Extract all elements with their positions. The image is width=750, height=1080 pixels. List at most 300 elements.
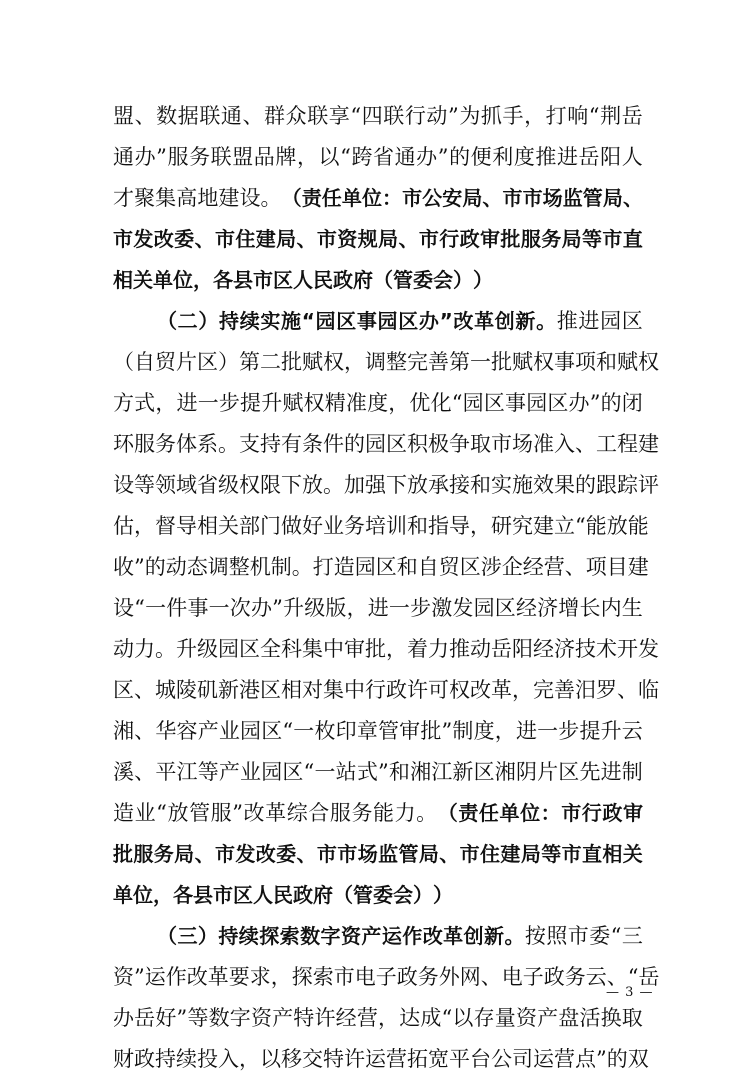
text-glyph: 、 [242, 104, 264, 128]
text-glyph: 阳 [512, 637, 533, 661]
text-glyph: 改 [153, 227, 174, 251]
text-glyph: 产 [272, 1006, 294, 1030]
text-glyph: 群 [264, 104, 286, 128]
text-glyph: 照 [546, 924, 568, 948]
text-glyph: 改 [186, 965, 208, 989]
text-glyph: 有 [281, 432, 302, 456]
text-glyph: 导 [176, 514, 197, 538]
text-glyph: 究 [512, 514, 533, 538]
text-glyph: 字 [229, 1006, 251, 1030]
text-glyph: 以 [260, 1047, 281, 1071]
text-glyph: 交 [302, 1047, 323, 1071]
text-glyph: ： [382, 186, 403, 210]
text-glyph: 革 [265, 801, 287, 825]
text-glyph: 打 [312, 555, 334, 579]
text-glyph: 改 [453, 309, 474, 333]
text-glyph: 区 [336, 309, 357, 333]
text-glyph: 盟 [113, 104, 134, 128]
text-line [113, 260, 643, 301]
text-glyph: 管 [353, 883, 373, 907]
text-glyph: 联 [199, 104, 221, 128]
text-glyph: 区 [386, 432, 407, 456]
text-glyph: 门 [260, 514, 281, 538]
text-glyph: 对 [302, 678, 323, 702]
text-glyph: 完 [533, 678, 554, 702]
text-glyph: ” [156, 145, 167, 169]
text-glyph: 动 [113, 637, 134, 661]
text-glyph: 临 [638, 678, 659, 702]
text-glyph: 联 [307, 104, 329, 128]
text-glyph: 推 [449, 637, 470, 661]
text-line [113, 96, 643, 137]
text-glyph: 责 [458, 801, 479, 825]
text-glyph: 华 [155, 719, 177, 743]
text-glyph: 事 [505, 391, 527, 415]
text-glyph: 持 [260, 432, 281, 456]
text-glyph: 一 [388, 596, 410, 620]
text-glyph: “ [282, 719, 294, 743]
text-glyph: 江 [431, 760, 453, 784]
text-glyph: 区 [483, 391, 505, 415]
text-glyph: 、 [134, 678, 155, 702]
text-glyph: 运 [144, 965, 166, 989]
text-glyph: 台 [470, 1047, 491, 1071]
text-glyph: 一 [197, 391, 219, 415]
text-glyph: 通 [394, 145, 416, 169]
text-glyph: 权 [239, 473, 260, 497]
text-glyph: 相 [113, 268, 133, 292]
text-glyph: 规 [357, 227, 378, 251]
text-glyph: 溪 [113, 760, 134, 784]
text-glyph: 取 [470, 432, 491, 456]
text-glyph: ） [218, 350, 239, 374]
text-glyph: 激 [431, 596, 453, 620]
text-glyph: 城 [155, 678, 176, 702]
text-glyph: 市 [418, 227, 439, 251]
text-glyph: 公 [491, 1047, 512, 1071]
text-glyph: 条 [302, 432, 323, 456]
text-glyph: 事 [554, 350, 575, 374]
text-glyph: 探 [259, 924, 280, 948]
text-glyph: ” [272, 596, 283, 620]
text-glyph: 准 [345, 391, 367, 415]
text-glyph: 公 [422, 186, 443, 210]
text-glyph: 。 [291, 555, 313, 579]
text-glyph: 步 [558, 719, 580, 743]
text-glyph: 众 [285, 104, 307, 128]
text-glyph: 优 [409, 391, 431, 415]
text-glyph: 场 [357, 842, 378, 866]
text-glyph: 子 [522, 965, 544, 989]
text-glyph: 资 [250, 1006, 272, 1030]
text-glyph: 集 [323, 678, 344, 702]
text-glyph: 、 [296, 227, 317, 251]
text-glyph: 达 [399, 1006, 421, 1030]
text-glyph: 容 [176, 719, 198, 743]
text-glyph: 的 [449, 145, 471, 169]
text-glyph: 度 [473, 719, 495, 743]
text-glyph: 续 [239, 309, 260, 333]
text-glyph: 单 [153, 268, 173, 292]
text-glyph: 化 [430, 391, 452, 415]
text-glyph: 务 [417, 965, 439, 989]
text-glyph: 政 [134, 1047, 155, 1071]
text-glyph: 市 [316, 842, 337, 866]
text-glyph: 行 [581, 801, 602, 825]
text-glyph: 批 [113, 842, 133, 866]
text-glyph: 赋 [282, 391, 304, 415]
text-glyph: 审 [622, 801, 643, 825]
text-glyph: 第 [449, 350, 470, 374]
text-glyph: 、 [622, 186, 643, 210]
text-glyph: 等 [187, 1006, 209, 1030]
text-glyph: 审 [480, 227, 501, 251]
text-line [113, 1039, 649, 1080]
text-glyph: 能 [627, 514, 649, 538]
text-glyph: 版 [325, 596, 347, 620]
text-glyph: 、 [439, 842, 460, 866]
text-glyph: ” [448, 104, 459, 128]
text-glyph: 系 [197, 432, 218, 456]
text-glyph: 企 [501, 555, 523, 579]
text-glyph: 、 [617, 678, 638, 702]
text-glyph: 科 [281, 637, 302, 661]
text-glyph: 下 [281, 473, 302, 497]
text-glyph: 区 [113, 678, 134, 702]
text-glyph: 果 [554, 473, 575, 497]
text-glyph: 整 [228, 555, 250, 579]
text-glyph: 园 [365, 432, 386, 456]
text-glyph: 、 [134, 760, 156, 784]
body-text [113, 96, 660, 1080]
text-glyph: 务 [189, 145, 211, 169]
text-line [113, 506, 649, 547]
text-glyph: 赋 [617, 350, 638, 374]
text-glyph: 施 [512, 473, 533, 497]
text-glyph: ” [441, 719, 453, 743]
text-glyph: 移 [281, 1047, 302, 1071]
text-glyph: 二 [260, 350, 281, 374]
text-glyph: 园 [315, 309, 336, 333]
text-glyph: 换 [600, 1006, 622, 1030]
text-glyph: 批 [420, 719, 442, 743]
text-glyph: 单 [113, 883, 133, 907]
text-line [113, 465, 659, 506]
text-glyph: 。 [260, 186, 282, 210]
text-glyph: ） [197, 924, 218, 948]
text-glyph: 培 [365, 514, 386, 538]
text-glyph: ） [453, 268, 473, 292]
text-glyph: 作 [165, 965, 187, 989]
text-glyph: 批 [365, 637, 386, 661]
text-glyph: 区 [621, 309, 643, 333]
text-glyph: 索 [279, 924, 300, 948]
text-glyph: 批 [491, 350, 512, 374]
text-glyph: 湘 [410, 760, 432, 784]
text-glyph: 二 [177, 309, 198, 333]
text-glyph: 等 [541, 842, 562, 866]
text-glyph: 区 [473, 760, 495, 784]
text-glyph: 好 [302, 514, 323, 538]
text-glyph: 革 [491, 678, 512, 702]
text-glyph: 一 [537, 719, 559, 743]
text-line [113, 588, 643, 629]
text-glyph: 营 [554, 1047, 575, 1071]
text-glyph: 建 [218, 186, 240, 210]
text-glyph: 以 [452, 1006, 474, 1030]
text-glyph: 调 [365, 350, 386, 374]
text-glyph: （ [157, 924, 177, 948]
text-glyph: 委 [413, 268, 433, 292]
text-glyph: 住 [235, 227, 256, 251]
text-glyph: 场 [512, 432, 533, 456]
text-glyph: 。 [536, 309, 557, 333]
text-glyph: 务 [344, 514, 365, 538]
text-glyph: 一 [314, 760, 336, 784]
text-glyph: 数 [300, 924, 321, 948]
text-glyph: 新 [484, 924, 504, 948]
text-glyph: 权 [638, 350, 659, 374]
text-glyph: 立 [554, 514, 575, 538]
text-glyph: 进 [176, 391, 198, 415]
text-glyph: ” [596, 1047, 607, 1071]
text-glyph: 办 [250, 596, 272, 620]
text-glyph: 、 [134, 719, 156, 743]
text-glyph: 的 [344, 432, 365, 456]
text-glyph: 市 [214, 842, 235, 866]
text-glyph: 行 [439, 227, 460, 251]
text-glyph: 务 [155, 432, 176, 456]
text-glyph: 阴 [515, 760, 537, 784]
text-glyph: 投 [197, 1047, 218, 1071]
text-glyph: 会 [433, 268, 453, 292]
text-glyph: 审 [344, 637, 365, 661]
text-glyph: 态 [186, 555, 208, 579]
text-glyph: 接 [449, 473, 470, 497]
text-glyph: 好 [155, 1006, 177, 1030]
text-glyph: 制 [452, 719, 474, 743]
text-glyph: 济 [554, 637, 575, 661]
text-glyph: 营 [356, 1006, 378, 1030]
text-glyph: 训 [386, 514, 407, 538]
text-glyph: 善 [428, 350, 449, 374]
text-glyph: 、 [575, 432, 596, 456]
text-glyph: 联 [210, 145, 232, 169]
text-glyph: 市 [459, 842, 480, 866]
text-glyph: 住 [480, 842, 501, 866]
text-glyph: 发 [638, 637, 659, 661]
text-glyph: 相 [602, 842, 623, 866]
text-glyph: 制 [621, 760, 643, 784]
text-glyph: 加 [344, 473, 365, 497]
text-glyph: 进 [556, 145, 578, 169]
text-glyph: 办 [113, 1006, 134, 1030]
text-glyph: 争 [449, 432, 470, 456]
text-line [113, 670, 659, 711]
text-glyph: 。 [323, 473, 344, 497]
text-glyph: 市 [402, 186, 423, 210]
text-glyph: 区 [273, 268, 293, 292]
text-glyph: 才 [113, 186, 134, 210]
text-glyph: 集 [155, 186, 177, 210]
text-glyph: 章 [356, 719, 378, 743]
text-glyph: “ [301, 309, 315, 333]
text-glyph: 发 [235, 842, 256, 866]
text-glyph: 政 [459, 227, 480, 251]
text-glyph: 园 [354, 555, 376, 579]
text-glyph: 片 [537, 760, 559, 784]
text-glyph: 位 [361, 186, 382, 210]
text-glyph: 位 [133, 883, 153, 907]
text-glyph: 人 [253, 883, 273, 907]
text-glyph: 责 [301, 186, 322, 210]
text-line [113, 342, 659, 383]
text-glyph: 市 [491, 432, 512, 456]
text-glyph: ， [155, 391, 177, 415]
text-glyph: 三 [177, 924, 198, 948]
text-glyph: 各 [173, 883, 193, 907]
text-glyph: 改 [243, 801, 265, 825]
text-glyph: ） [413, 883, 433, 907]
text-glyph: 建 [255, 227, 276, 251]
text-glyph: 造 [113, 801, 134, 825]
text-glyph: 步 [218, 391, 240, 415]
text-glyph: 区 [261, 719, 283, 743]
text-glyph: “ [627, 965, 639, 989]
text-glyph: 岳 [638, 965, 660, 989]
text-glyph: 程 [617, 432, 638, 456]
text-glyph: 区 [197, 350, 218, 374]
text-glyph: ， [470, 514, 491, 538]
text-glyph: ， [386, 637, 407, 661]
text-glyph: 政 [333, 268, 353, 292]
text-glyph: 外 [438, 965, 460, 989]
text-glyph: 市 [113, 227, 133, 251]
text-glyph: 下 [386, 473, 407, 497]
text-glyph: ， [524, 104, 546, 128]
text-glyph: 市 [214, 227, 235, 251]
text-glyph: 市 [567, 924, 589, 948]
text-glyph: 府 [353, 268, 373, 292]
text-glyph: 贸 [155, 350, 176, 374]
text-glyph: 局 [520, 842, 541, 866]
text-glyph: 自 [417, 555, 439, 579]
text-glyph: 研 [491, 514, 512, 538]
text-glyph: 式 [356, 760, 378, 784]
text-glyph: 指 [428, 514, 449, 538]
text-glyph: 项 [575, 350, 596, 374]
text-glyph: 步 [410, 596, 432, 620]
text-glyph: 岳 [578, 145, 600, 169]
text-glyph: 位 [173, 268, 193, 292]
text-glyph: 新 [515, 309, 536, 333]
text-glyph: 营 [386, 1047, 407, 1071]
text-glyph: 办 [134, 145, 156, 169]
text-glyph: 精 [324, 391, 346, 415]
text-glyph: 续 [176, 1047, 197, 1071]
text-glyph: 服 [329, 801, 351, 825]
text-glyph: 推 [535, 145, 557, 169]
text-glyph: 运 [365, 1047, 386, 1071]
text-glyph: 发 [133, 227, 154, 251]
text-glyph: 放 [606, 514, 628, 538]
text-glyph: 市 [316, 227, 337, 251]
text-glyph: ， [512, 678, 533, 702]
text-line [113, 957, 660, 998]
text-glyph: “ [134, 596, 145, 620]
text-line [113, 383, 643, 424]
text-glyph: 建 [627, 555, 649, 579]
text-glyph: 积 [407, 432, 428, 456]
text-glyph: 提 [240, 391, 262, 415]
text-glyph: （ [113, 350, 134, 374]
text-glyph: 委 [174, 227, 195, 251]
text-glyph: 新 [218, 678, 239, 702]
text-glyph: 等 [197, 760, 219, 784]
text-glyph: 估 [113, 514, 134, 538]
text-glyph: 聚 [134, 186, 156, 210]
text-glyph: 通 [220, 104, 242, 128]
text-glyph: “ [575, 514, 586, 538]
text-glyph: 印 [335, 719, 357, 743]
text-glyph: 评 [638, 473, 659, 497]
text-glyph: 进 [578, 309, 600, 333]
text-glyph: 推 [556, 309, 578, 333]
text-glyph: ） [433, 883, 453, 907]
text-glyph: 打 [545, 104, 567, 128]
text-glyph: 服 [133, 842, 154, 866]
text-glyph: 实 [491, 473, 512, 497]
text-glyph: 创 [494, 309, 515, 333]
text-glyph: 区 [398, 309, 419, 333]
text-glyph: 权 [533, 350, 554, 374]
text-glyph: 效 [533, 473, 554, 497]
text-glyph: 区 [558, 760, 580, 784]
text-glyph: 办 [418, 309, 439, 333]
text-glyph: 存 [473, 1006, 495, 1030]
text-glyph: 续 [238, 924, 259, 948]
text-glyph: 入 [218, 1047, 239, 1071]
text-glyph: 工 [596, 432, 617, 456]
text-glyph: 、 [564, 555, 586, 579]
text-glyph: 运 [533, 1047, 554, 1071]
text-glyph: 单 [499, 801, 520, 825]
text-glyph: （ [281, 186, 302, 210]
text-glyph: 力 [394, 801, 416, 825]
text-glyph: “ [441, 1006, 453, 1030]
text-line [113, 424, 659, 465]
text-glyph: 服 [134, 432, 155, 456]
text-glyph: 财 [113, 1047, 134, 1071]
text-glyph: ， [239, 1047, 260, 1071]
text-glyph: 市 [337, 842, 358, 866]
text-glyph: 发 [452, 596, 474, 620]
text-glyph: 业 [218, 719, 240, 743]
text-glyph: 岳 [134, 1006, 156, 1030]
text-glyph: 局 [561, 227, 582, 251]
text-glyph: 园 [473, 596, 495, 620]
text-glyph: 、 [194, 227, 215, 251]
text-glyph: 先 [579, 760, 601, 784]
text-glyph: 革 [474, 309, 495, 333]
text-glyph: 收 [113, 555, 134, 579]
text-glyph: 市 [333, 965, 355, 989]
text-glyph: 设 [113, 473, 134, 497]
text-glyph: 整 [386, 350, 407, 374]
text-glyph: 机 [249, 555, 271, 579]
text-glyph: 等 [581, 227, 602, 251]
text-glyph: 手 [502, 104, 524, 128]
